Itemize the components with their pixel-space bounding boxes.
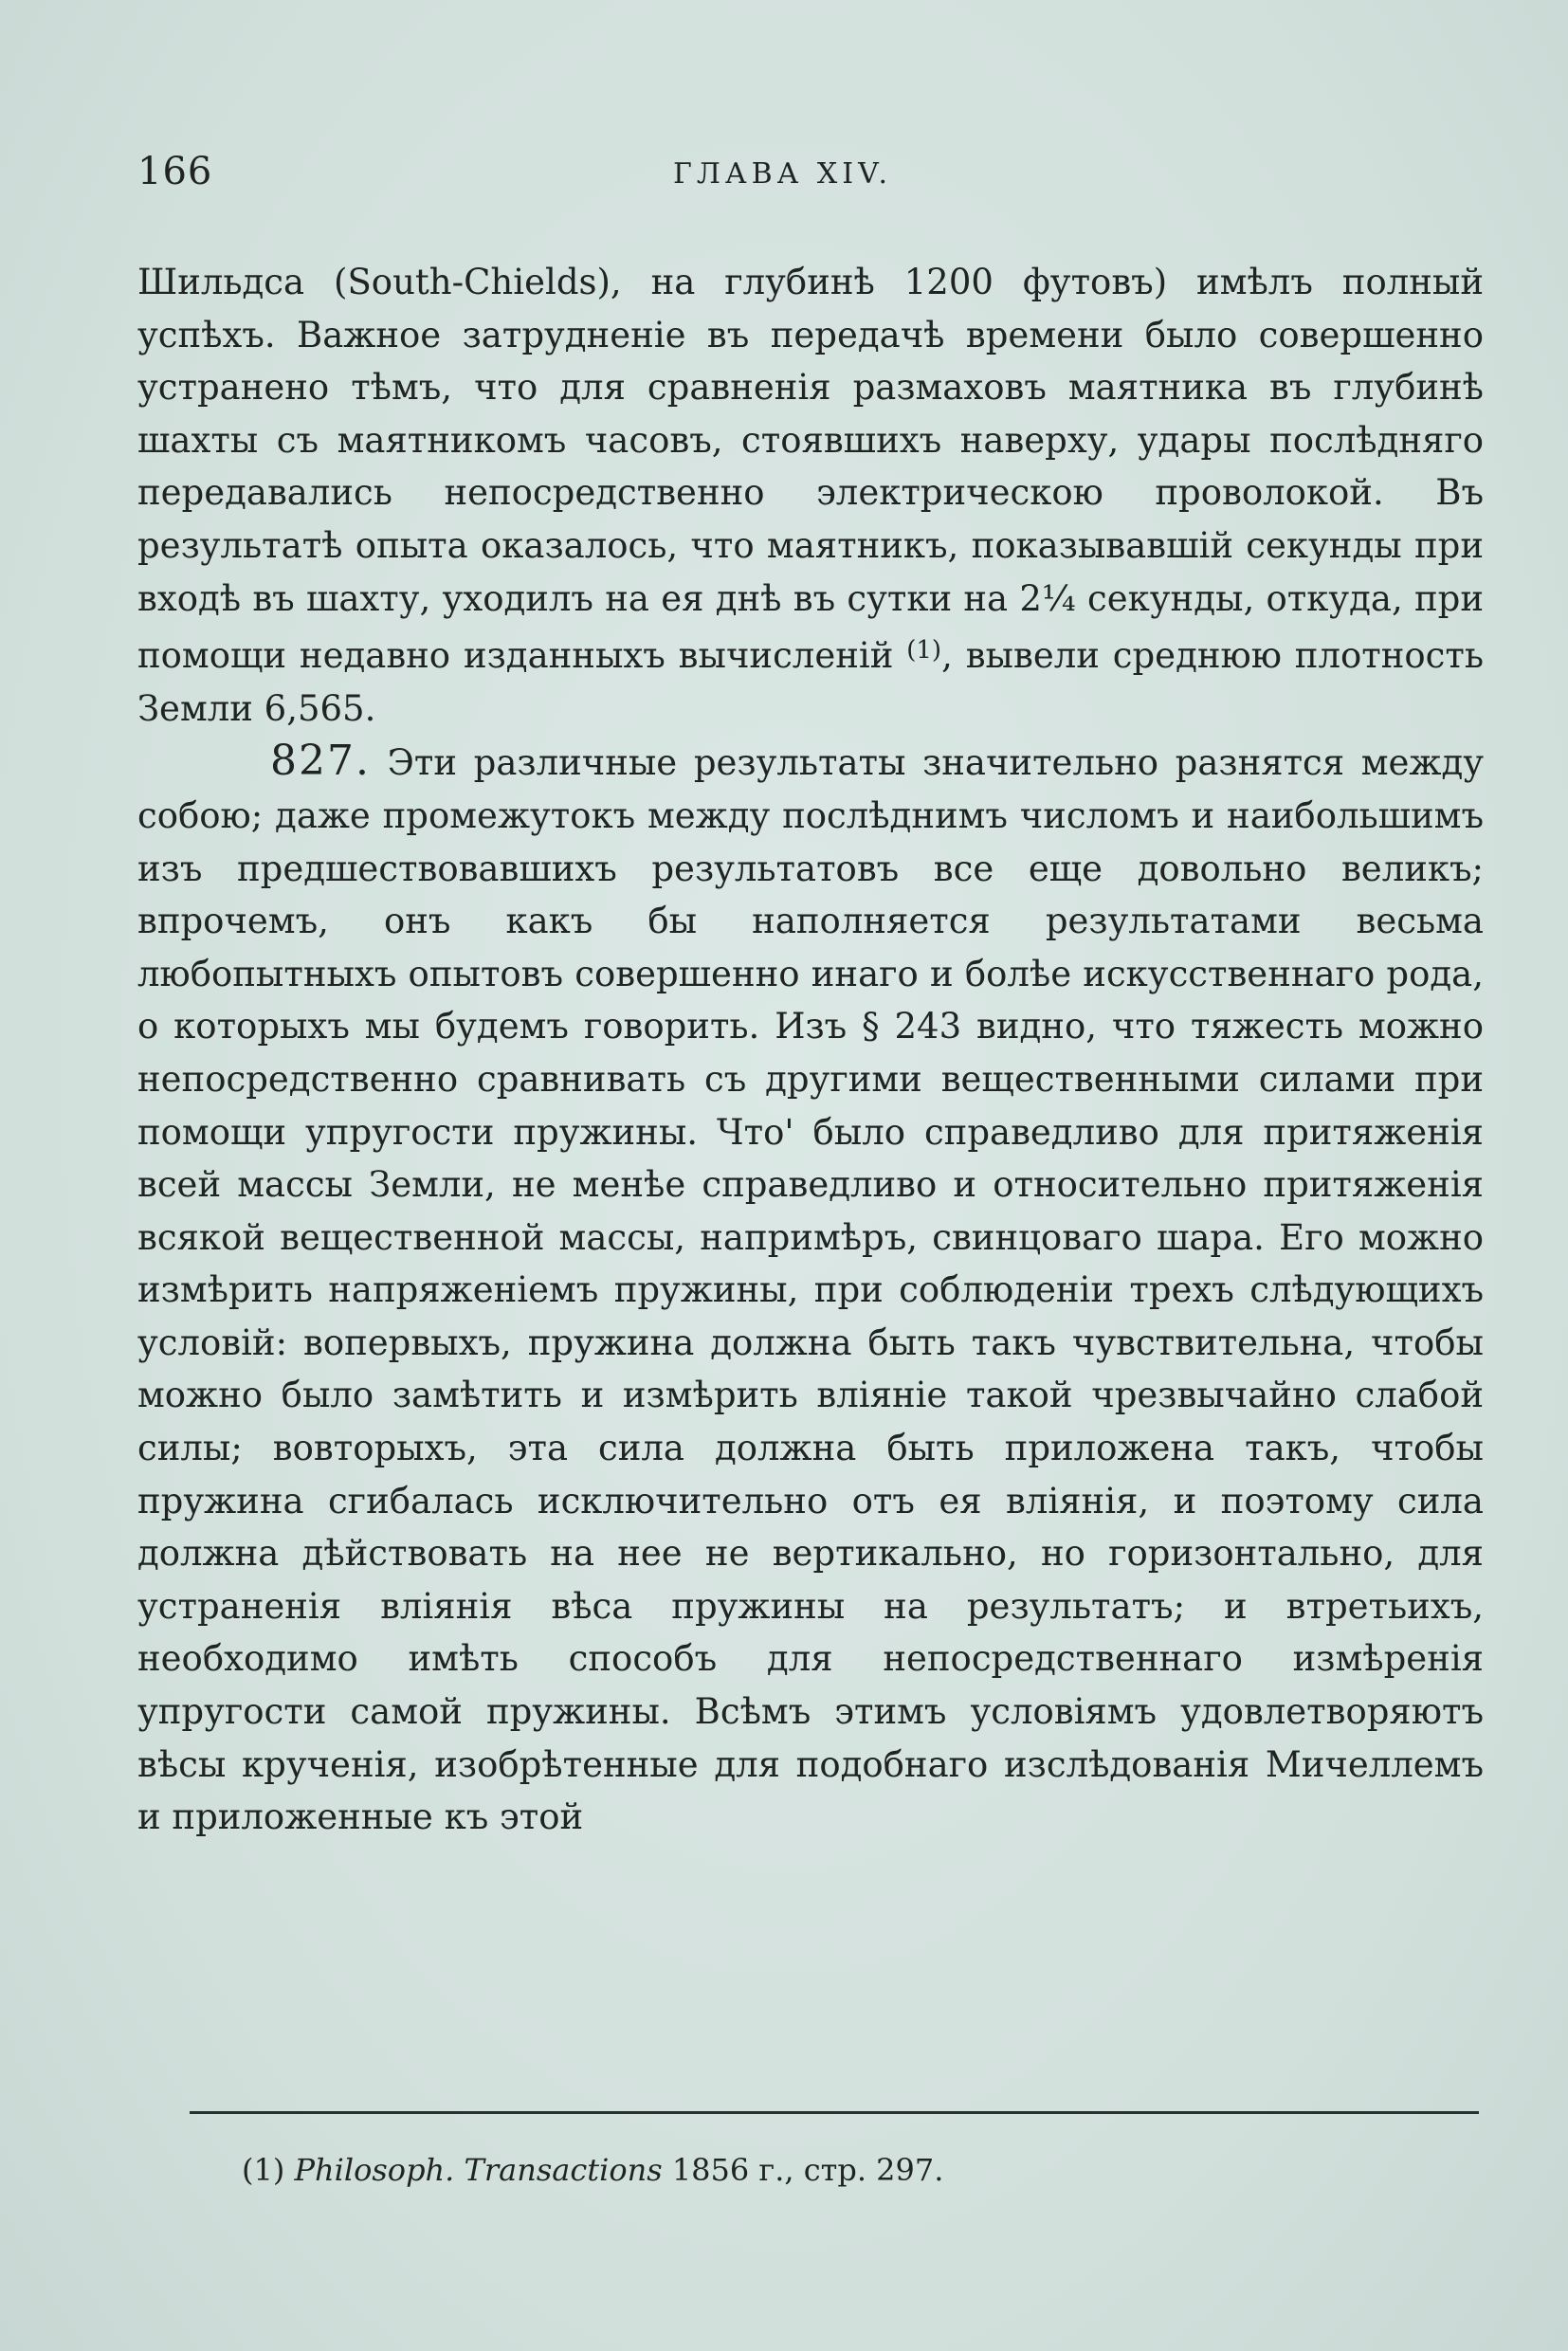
footnote-source: Philosoph. Transactions [294, 2152, 663, 2188]
paragraph-text-end: , вывели среднюю плотность Земли 6,565. [137, 635, 1484, 729]
paragraph-text: Шильдса (South-Chields), на глубинѣ 1200 футовъ) имѣлъ полный успѣхъ. Важное затрудненіе въ передачѣ времени было совершенно устранено тѣмъ, что для сравненія размаховъ маятника въ глубинѣ шахты съ маятникомъ часовъ, стоявшихъ наверху, удары послѣдняго передавались непосредственно электрическою проволокой. Въ результатѣ опыта оказалось, что маятникъ, показывавшій секунды при входѣ въ шахту, уходилъ на ея днѣ въ сутки на 2¼ секунды, откуда, при помощи недавно изданныхъ вычисленій [137, 262, 1484, 677]
footnote-details: 1856 г., стр. 297. [671, 2152, 944, 2188]
running-head: ГЛАВА XIV. [673, 157, 893, 191]
body-text [137, 256, 1484, 1844]
footnote [242, 2152, 943, 2188]
page-number: 166 [137, 150, 213, 193]
section-number: 827. [270, 737, 371, 786]
paragraph-continuation [137, 256, 1484, 735]
paragraph-827 [137, 735, 1484, 1843]
footnote-reference: (1) [906, 636, 942, 665]
footnote-divider [190, 2111, 1479, 2114]
footnote-mark: (1) [242, 2152, 285, 2188]
page-header [137, 150, 1484, 207]
paragraph-text: Эти различные результаты значительно разнятся между собою; даже промежутокъ между послѣднимъ числомъ и наибольшимъ изъ предшествовавшихъ результатовъ все еще довольно великъ; впрочемъ, онъ какъ бы наполняется результатами весьма любопытныхъ опытовъ совершенно инаго и болѣе искусственнаго рода, о которыхъ мы будемъ говорить. Изъ § 243 видно, что тяжесть можно непосредственно сравнивать съ другими вещественными силами при помощи упругости пружины. Что' было справедливо для притяженія всей массы Земли, не менѣе справедливо и относительно притяженія всякой вещественной массы, напримѣръ, свинцоваго шара. Его можно измѣрить напряженіемъ пружины, при соблюденіи трехъ слѣдующихъ условій: вопервыхъ, пружина должна быть такъ чувствительна, чтобы можно было замѣтить и измѣрить вліяніе такой чрезвычайно слабой силы; вовторыхъ, эта сила должна быть приложена такъ, чтобы пружина сгибалась исключительно отъ ея вліянія, и поэтому сила должна дѣйствовать на нее не вертикально, но горизонтально, для устраненія вліянія вѣса пружины на результатъ; и втретьихъ, необходимо имѣть способъ для непосредственнаго измѣренія упругости самой пружины. Всѣмъ этимъ условіямъ удовлетворяютъ вѣсы крученія, изобрѣтенные для подобнаго изслѣдованія Мичеллемъ и приложенные къ этой [137, 742, 1484, 1838]
